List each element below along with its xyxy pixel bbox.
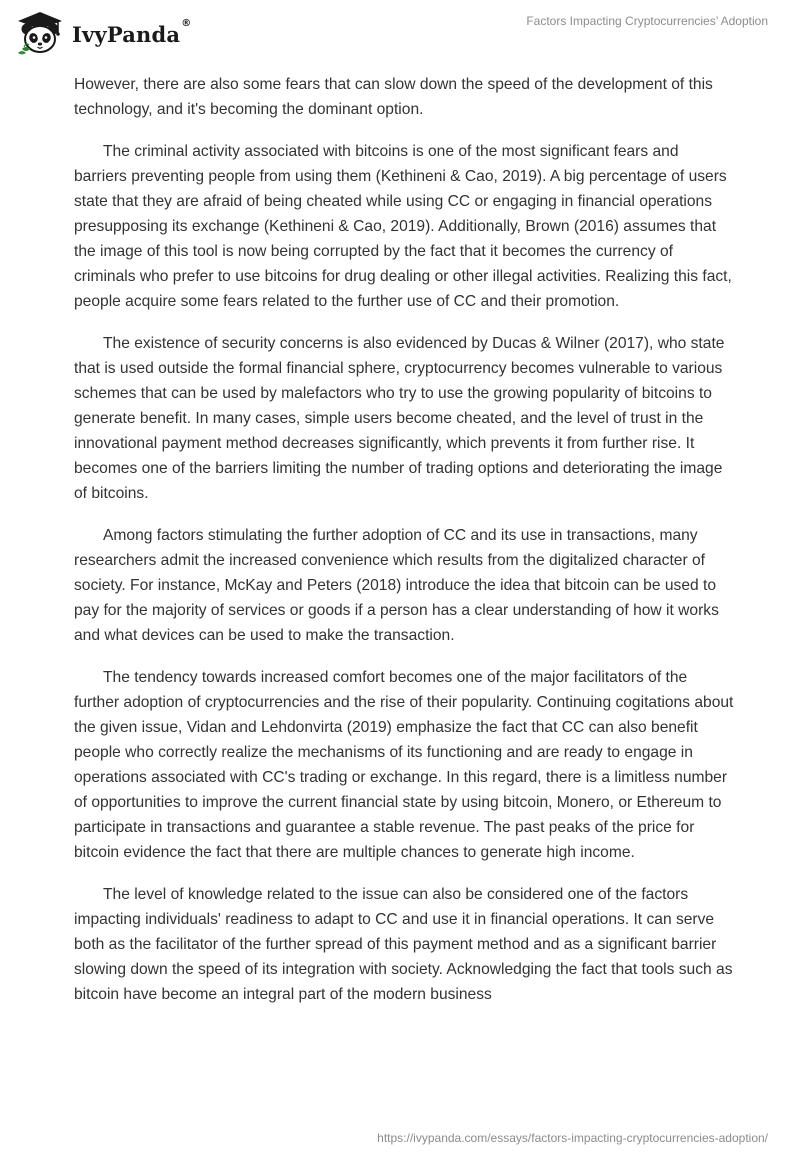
- source-url[interactable]: https://ivypanda.com/essays/factors-impacting-cryptocurrencies-adoption/: [377, 1131, 768, 1145]
- ivypanda-logo[interactable]: [14, 10, 191, 54]
- paragraph-4: Among factors stimulating the further adoption of CC and its use in transactions, many researchers admit the increased convenience which results from the digitalized character of society. For instance, McKay and Peters (2018) introduce the idea that bitcoin can be used to pay for the majority of services or goods if a person has a clear understanding of how it works and what devices can be used to make the transaction.: [74, 527, 719, 644]
- panda-logo-icon: [14, 9, 66, 55]
- registered-mark: ®: [181, 17, 192, 29]
- paragraph-3: The existence of security concerns is also evidenced by Ducas & Wilner (2017), who state that is used outside the formal financial sphere, cryptocurrency becomes vulnerable to various schemes that can be used by malefactors who try to use the growing popularity of bitcoins to generate benefit. In many cases, simple users become cheated, and the level of trust in the innovational payment method decreases significantly, which prevents it from further rise. It becomes one of the barriers limiting the number of trading options and deteriorating the image of bitcoins.: [74, 335, 725, 502]
- paragraph-1: However, there are also some fears that can slow down the speed of the development of this technology, and it's becoming the dominant option.: [74, 76, 713, 118]
- essay-body: [74, 72, 734, 1024]
- paragraph-6: The level of knowledge related to the issue can also be considered one of the factors impacting individuals' readiness to adapt to CC and use it in financial operations. It can serve both as the facilitator of the further spread of this payment method and as a significant barrier slowing down the speed of its integration with society. Acknowledging the fact that tools such as bitcoin have become an integral part of the modern business: [74, 886, 733, 1003]
- document-title: Factors Impacting Cryptocurrencies’ Adoption: [526, 14, 768, 28]
- brand-name: IvyPanda®: [72, 17, 192, 47]
- paragraph-5: The tendency towards increased comfort becomes one of the major facilitators of the further adoption of cryptocurrencies and the rise of their popularity. Continuing cogitations about the given issue, Vidan and Lehdonvirta (2019) emphasize the fact that CC can also benefit people who correctly realize the mechanisms of its functioning and are ready to engage in operations associated with CC's trading or exchange. In this regard, there is a limitless number of opportunities to improve the current financial state by using bitcoin, Monero, or Ethereum to participate in transactions and guarantee a stable revenue. The past peaks of the price for bitcoin evidence the fact that there are multiple chances to generate high income.: [74, 669, 734, 861]
- paragraph-2: The criminal activity associated with bitcoins is one of the most significant fears and barriers preventing people from using them (Kethineni & Cao, 2019). A big percentage of users state that they are afraid of being cheated while using CC or engaging in financial operations presupposing its exchange (Kethineni & Cao, 2019). Additionally, Brown (2016) assumes that the image of this tool is now being corrupted by the fact that it becomes the currency of criminals who prefer to use bitcoins for drug dealing or other illegal activities. Realizing this fact, people acquire some fears related to the further use of CC and their promotion.: [74, 143, 732, 310]
- page-header: [0, 0, 800, 64]
